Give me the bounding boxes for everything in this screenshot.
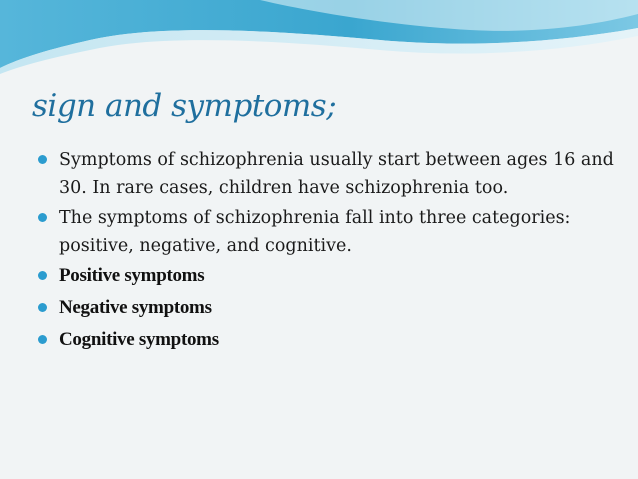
list-item [22,146,622,202]
list-item [22,292,622,324]
bullet-dot-icon [38,213,47,222]
bullet-dot-icon [38,155,47,164]
bullet-text: Positive symptoms [59,265,205,286]
bullet-text: Negative symptoms [59,297,212,318]
bullet-dot-icon [38,271,47,280]
list-item [22,324,622,356]
bullet-list [22,146,622,356]
bullet-text: Symptoms of schizophrenia usually start between ages 16 and 30. In rare cases, children have schizophrenia too. [59,150,614,198]
bullet-text: Cognitive symptoms [59,329,219,350]
list-item [22,260,622,292]
slide-title: sign and symptoms; [32,88,337,124]
bullet-text: The symptoms of schizophrenia fall into three categories: positive, negative, and cognitive. [59,208,571,256]
header-wave-decoration [0,0,638,80]
bullet-dot-icon [38,303,47,312]
list-item [22,204,622,260]
bullet-dot-icon [38,335,47,344]
